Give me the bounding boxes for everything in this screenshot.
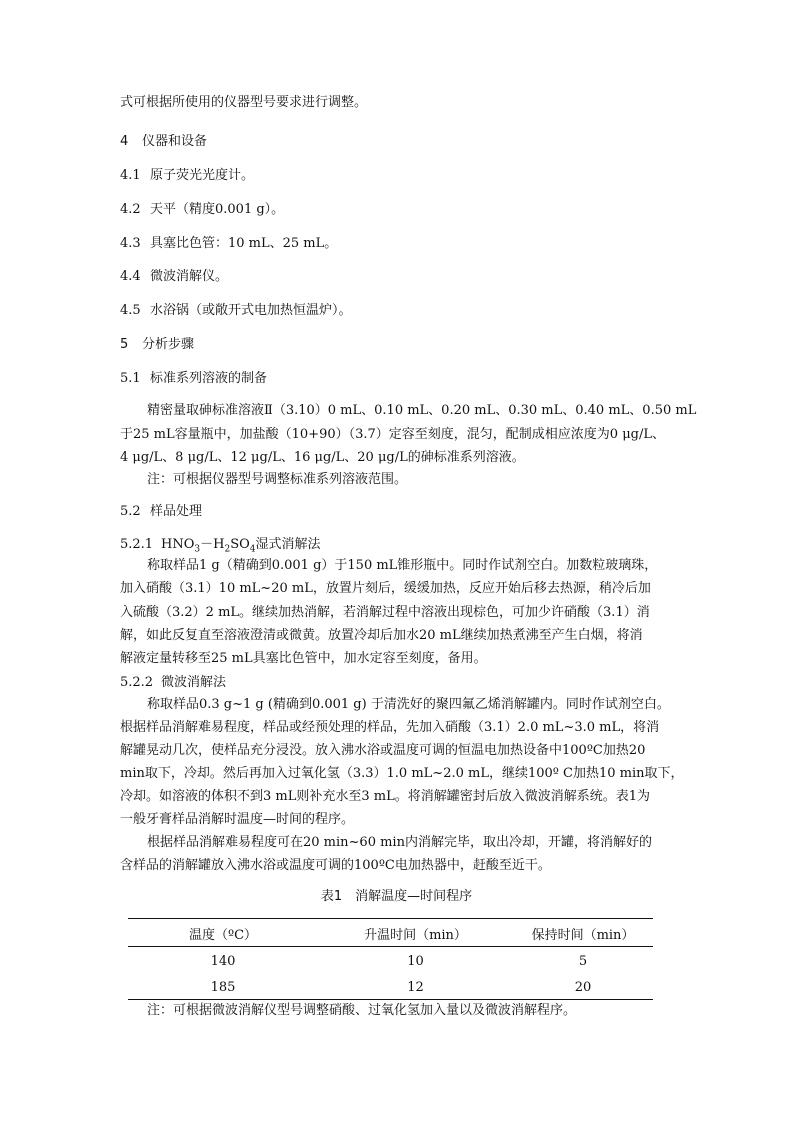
section-4-title: 仪器和设备 xyxy=(142,134,208,149)
table-header-row xyxy=(128,919,653,947)
list-item-4-5: 4.5 水浴锅（或敞开式电加热恒温炉）。 xyxy=(120,303,352,318)
table-row: 185 12 20 xyxy=(210,979,592,995)
paragraph-5-2-2-line-4: min取下，冷却。然后再加入过氧化氢（3.3）1.0 mL~2.0 mL，继续100º C加热10 min取下， xyxy=(120,766,684,781)
paragraph-5-2-1-line-2: 加入硝酸（3.1）10 mL~20 mL，放置片刻后，缓缓加热，反应开始后移去热源，稍冷后加 xyxy=(120,581,651,596)
table-1-caption: 表1 消解温度—时间程序 xyxy=(320,889,473,904)
table-bottom-rule xyxy=(128,999,653,1000)
paragraph-5-2-2-line-7: 根据样品消解难易程度可在20 min~60 min内消解完毕，取出冷却，开罐，将消解好的 xyxy=(147,835,652,850)
header-hold-time: 保持时间（min） xyxy=(531,927,635,943)
table-1-body xyxy=(128,948,653,1000)
paragraph-5-2-2-line-8: 含样品的消解罐放入沸水浴或温度可调的100ºC电加热器中，赶酸至近干。 xyxy=(120,858,551,873)
paragraph-5-2-2-line-6: 一般牙膏样品消解时温度—时间的程序。 xyxy=(120,812,355,827)
list-item-4-1: 4.1 原子荧光光度计。 xyxy=(120,168,255,183)
header-temperature: 温度（ºC） xyxy=(188,927,258,943)
paragraph-5-2-2-line-1: 称取样品0.3 g~1 g (精确到0.001 g) 于清洗好的聚四氟乙烯消解罐内。同时作试剂空白。 xyxy=(147,697,670,712)
paragraph-5-2-1-line-3: 入硫酸（3.2）2 mL。继续加热消解，若消解过程中溶液出现棕色，可加少许硝酸（3.1）消 xyxy=(120,605,650,620)
section-4-number: 4 xyxy=(120,134,129,149)
paragraph-5-1-line-3: 4 μg/L、8 μg/L、12 μg/L、16 μg/L、20 μg/L的砷标准系列溶液。 xyxy=(120,450,525,465)
intro-line: 式可根据所使用的仪器型号要求进行调整。 xyxy=(120,95,368,110)
table-1-note: 注：可根据微波消解仪型号调整硝酸、过氧化氢加入量以及微波消解程序。 xyxy=(147,1003,577,1018)
section-5-title: 分析步骤 xyxy=(142,337,195,352)
paragraph-5-1-line-1: 精密量取砷标准溶液Ⅱ（3.10）0 mL、0.10 mL、0.20 mL、0.30 mL、0.40 mL、0.50 mL xyxy=(147,403,697,418)
section-5-number: 5 xyxy=(120,337,129,352)
table-1 xyxy=(128,919,653,947)
paragraph-5-2-2-line-5: 冷却。如溶液的体积不到3 mL则补充水至3 mL。将消解罐密封后放入微波消解系统。表1为 xyxy=(120,789,650,804)
list-item-4-4: 4.4 微波消解仪。 xyxy=(120,269,229,284)
list-item-4-3: 4.3 具塞比色管：10 mL、25 mL。 xyxy=(120,236,338,251)
header-ramp-time: 升温时间（min） xyxy=(364,927,467,943)
subsection-5-2-heading: 5.2 样品处理 xyxy=(120,504,203,519)
paragraph-5-2-1-line-5: 解液定量转移至25 mL具塞比色管中，加水定容至刻度，备用。 xyxy=(120,651,487,666)
subsection-5-2-1-heading: 5.2.1 $HNO_3-H_2SO_4$湿式消解法 xyxy=(120,537,321,555)
paragraph-5-1-line-2: 于25 mL容量瓶中，加盐酸（10+90）（3.7）定容至刻度，混匀，配制成相应浓度为0 μg/L、 xyxy=(120,427,665,442)
subsection-5-1-heading: 5.1 标准系列溶液的制备 xyxy=(120,371,268,386)
table-row: 140 10 5 xyxy=(210,953,588,969)
note-5-1: 注：可根据仪器型号调整标准系列溶液范围。 xyxy=(147,472,408,487)
subsection-5-2-2-heading: 5.2.2 微波消解法 xyxy=(120,675,227,690)
paragraph-5-2-1-line-1: 称取样品1 g（精确到0.001 g）于150 mL锥形瓶中。同时作试剂空白。加数粒玻璃珠， xyxy=(147,558,658,573)
section-5-heading xyxy=(120,336,194,354)
paragraph-5-2-1-line-4: 解，如此反复直至溶液澄清或微黄。放置冷却后加水20 mL继续加热煮沸至产生白烟，将消 xyxy=(120,628,643,643)
list-item-4-2: 4.2 天平（精度0.001 g）。 xyxy=(120,202,285,217)
paragraph-5-2-2-line-2: 根据样品消解难易程度，样品或经预处理的样品，先加入硝酸（3.1）2.0 mL~3.0 mL，将消 xyxy=(120,720,660,735)
paragraph-5-2-2-line-3: 解罐晃动几次，使样品充分浸没。放入沸水浴或温度可调的恒温电加热设备中100ºC加热20 xyxy=(120,743,646,758)
section-4-heading xyxy=(120,133,207,151)
table-header-rule xyxy=(128,946,653,947)
